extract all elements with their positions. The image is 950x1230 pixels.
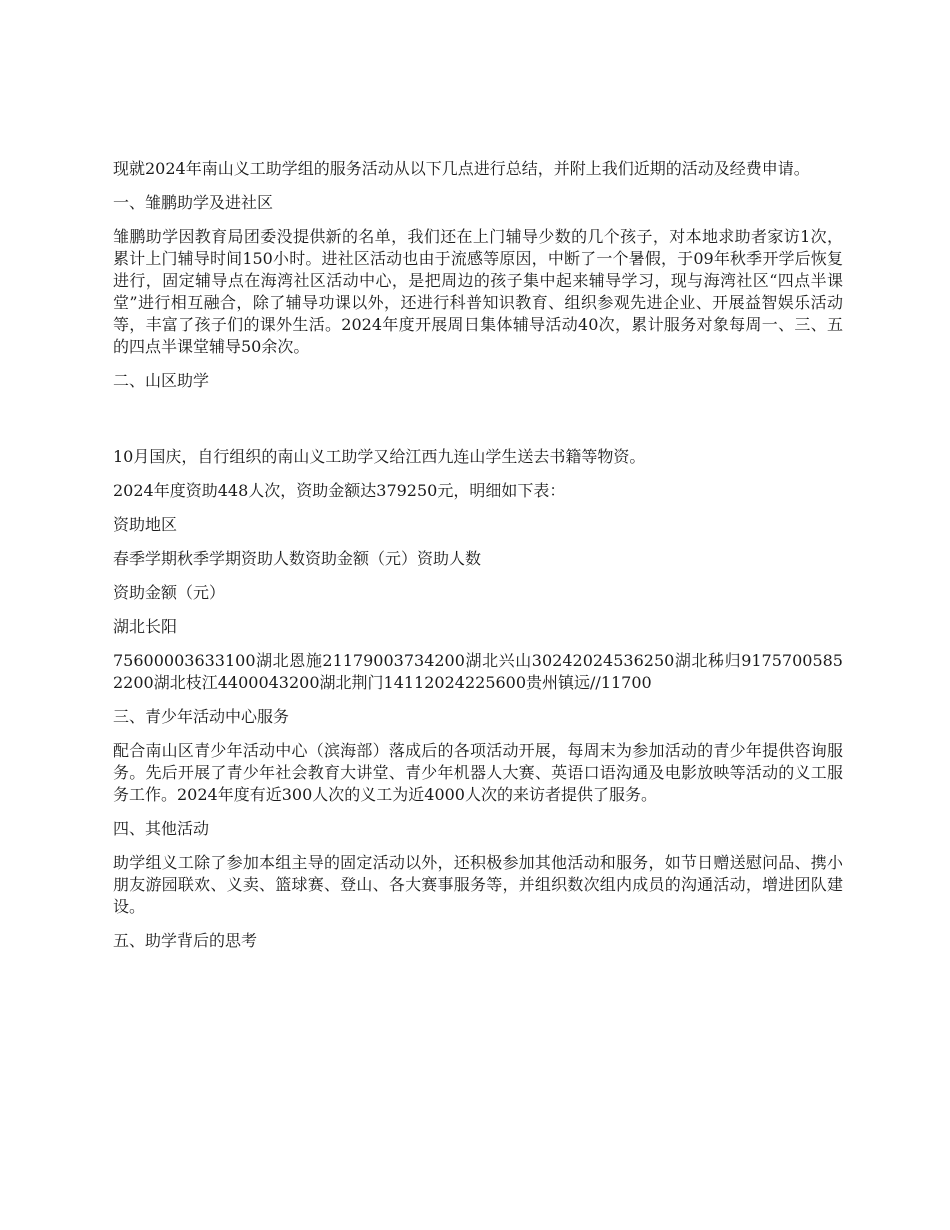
section-1-heading: 一、雏鹏助学及进社区 (113, 193, 274, 212)
section-4-heading: 四、其他活动 (113, 819, 210, 838)
section-2-paragraph-3: 资助地区 (113, 515, 178, 534)
intro-paragraph: 现就2024年南山义工助学组的服务活动从以下几点进行总结，并附上我们近期的活动及经费申请。 (113, 159, 810, 178)
section-2-paragraph-5: 资助金额（元） (113, 583, 226, 602)
section-5-heading: 五、助学背后的思考 (113, 931, 258, 950)
section-2-paragraph-7: 75600003633100湖北恩施21179003734200湖北兴山30242024536250湖北秭归91757005852200湖北枝江4400043200湖北荆门14112024225600贵州镇远//11700 (113, 651, 843, 692)
document-page (113, 158, 843, 964)
section-3-body: 配合南山区青少年活动中心（滨海部）落成后的各项活动开展，每周末为参加活动的青少年提供咨询服务。先后开展了青少年社会教育大讲堂、青少年机器人大赛、英语口语沟通及电影放映等活动的义工服务工作。2024年度有近300人次的义工为近4000人次的来访者提供了服务。 (113, 741, 843, 804)
section-3-heading: 三、青少年活动中心服务 (113, 707, 290, 726)
blank-space (113, 404, 843, 446)
section-1-body: 雏鹏助学因教育局团委没提供新的名单，我们还在上门辅导少数的几个孩子，对本地求助者家访1次，累计上门辅导时间150小时。进社区活动也由于流感等原因，中断了一个暑假，于09年秋季开学后恢复进行，固定辅导点在海湾社区活动中心，是把周边的孩子集中起来辅导学习，现与海湾社区“四点半课堂”进行相互融合，除了辅导功课以外，还进行科普知识教育、组织参观先进企业、开展益智娱乐活动等，丰富了孩子们的课外生活。2024年度开展周日集体辅导活动40次，累计服务对象每周一、三、五的四点半课堂辅导50余次。 (113, 227, 843, 356)
section-2-paragraph-2: 2024年度资助448人次，资助金额达379250元，明细如下表： (113, 481, 566, 500)
section-4-body: 助学组义工除了参加本组主导的固定活动以外，还积极参加其他活动和服务，如节日赠送慰问品、携小朋友游园联欢、义卖、篮球赛、登山、各大赛事服务等，并组织数次组内成员的沟通活动，增进团队建设。 (113, 853, 843, 916)
section-2-paragraph-1: 10月国庆，自行组织的南山义工助学又给江西九连山学生送去书籍等物资。 (113, 447, 646, 466)
section-2-paragraph-4: 春季学期秋季学期资助人数资助金额（元）资助人数 (113, 549, 482, 568)
section-2-heading: 二、山区助学 (113, 371, 210, 390)
section-2-paragraph-6: 湖北长阳 (113, 617, 178, 636)
